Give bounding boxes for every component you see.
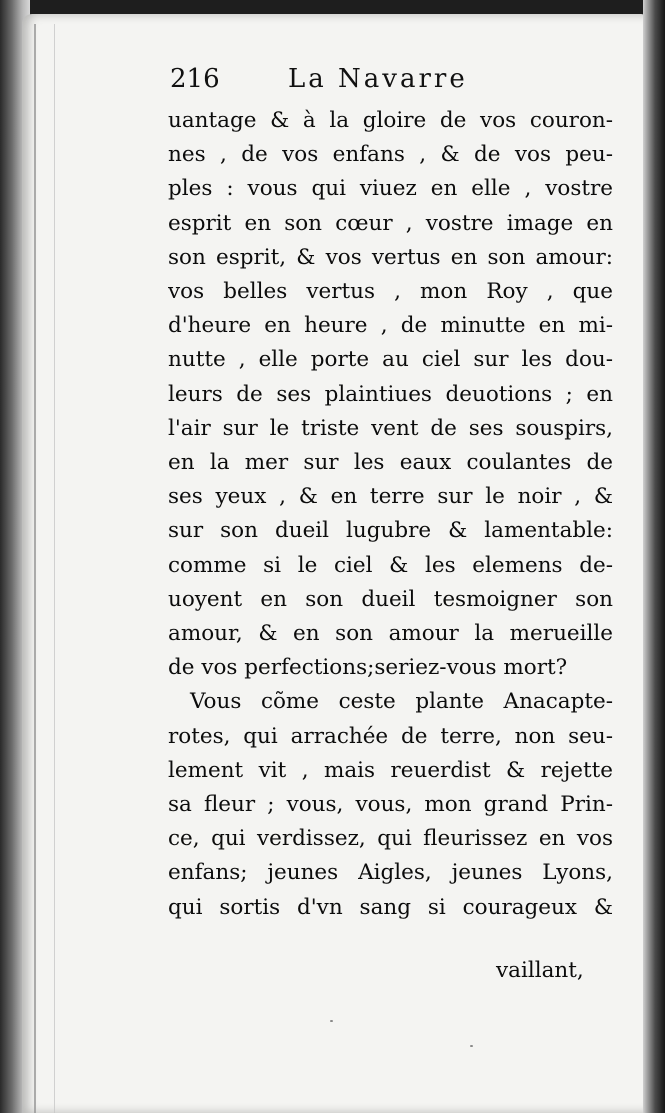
text-line: leurs de ses plaintiues deuotions ; en [168,381,613,407]
running-head: La Navarre [288,64,468,94]
text-line: vos belles vertus , mon Roy , que [168,279,613,305]
paragraph-start-line: Vous cõme ceste plante Anacapte- [190,689,613,715]
page-header [170,64,610,104]
paper-speck [470,1045,473,1047]
text-line: rotes, qui arrachée de terre, non seu- [168,723,613,749]
text-line: esprit en son cœur , vostre image en [168,210,613,236]
text-line: ce, qui verdissez, qui fleurissez en vos [168,826,613,852]
text-line: son esprit, & vos vertus en son amour: [168,244,613,270]
text-line: uantage & à la gloire de vos couron- [168,108,613,133]
text-line: qui sortis d'vn sang si courageux & [168,894,613,920]
text-line: lement vit , mais reuerdist & rejette [168,757,613,783]
text-line: l'air sur le triste vent de ses souspirs, [168,415,613,441]
text-line: ses yeux , & en terre sur le noir , & [168,484,613,510]
text-line: en la mer sur les eaux coulantes de [168,450,613,476]
text-line: ples : vous qui viuez en elle , vostre [168,176,613,202]
text-line: sa fleur ; vous, vous, mon grand Prin- [168,792,613,818]
text-line: nes , de vos enfans , & de vos peu- [168,142,613,168]
text-line: nutte , elle porte au ciel sur les dou- [168,347,613,373]
text-line: uoyent en son dueil tesmoigner son [168,586,613,612]
right-page-edge [643,0,665,1113]
text-line: comme si le ciel & les elemens de- [168,552,613,578]
page-edges [34,24,55,1113]
text-line: d'heure en heure , de minutte en mi- [168,313,613,339]
text-line: amour, & en son amour la merueille [168,621,613,647]
text-line: enfans; jeunes Aigles, jeunes Lyons, [168,860,613,886]
catchword: vaillant, [496,958,584,983]
text-line: sur son dueil lugubre & lamentable: [168,518,613,544]
page-number: 216 [170,64,220,94]
paper-speck [330,1020,333,1022]
text-line: de vos perfections;seriez-vous mort? [168,655,568,681]
body-text [168,104,613,925]
